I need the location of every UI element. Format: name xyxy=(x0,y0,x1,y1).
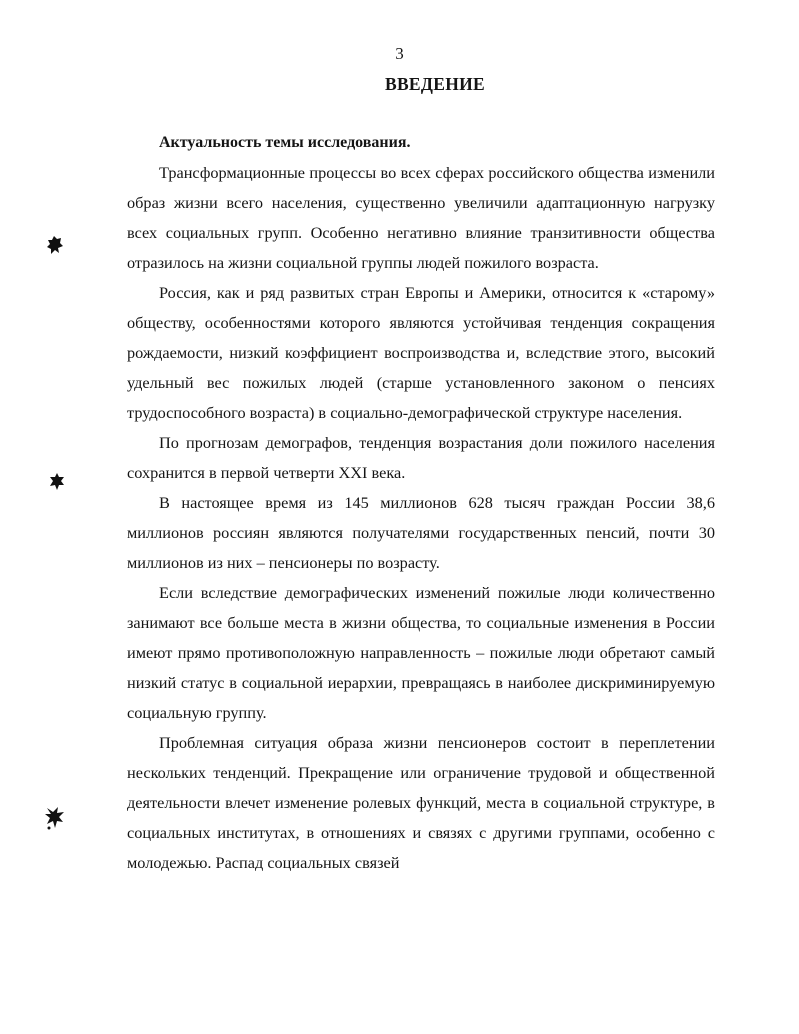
ink-blot-bottom xyxy=(44,806,62,824)
page-number: 3 xyxy=(395,44,404,63)
ink-blot-top xyxy=(46,234,64,252)
paragraph-6: Проблемная ситуация образа жизни пенсионеров состоит в переплетении нескольких тенденций. Прекращение или ограничение трудовой и общественной деятельности влечет изменение ролевых функций, места в социальной структуре, в социальных институтах, в отношениях и связях с другими группами, особенно с молодежью. Распад социальных связей xyxy=(127,733,715,872)
document-body xyxy=(127,128,715,878)
paragraph-3: По прогнозам демографов, тенденция возрастания доли пожилого населения сохранится в первой четверти XXI века. xyxy=(127,433,715,482)
paragraph-4: В настоящее время из 145 миллионов 628 тысяч граждан России 38,6 миллионов россиян являются получателями государственных пенсий, почти 30 миллионов из них – пенсионеры по возрасту. xyxy=(127,493,715,572)
page-title: ВВЕДЕНИЕ xyxy=(384,74,486,94)
paragraph-1: Трансформационные процессы во всех сферах российского общества изменили образ жизни всего населения, существенно увеличили адаптационную нагрузку всех социальных групп. Особенно негативно влияние транзитивности общества отразилось на жизни социальной группы людей пожилого возраста. xyxy=(127,163,715,272)
paragraph-2: Россия, как и ряд развитых стран Европы и Америки, относится к «старому» обществу, особенностями которого являются устойчивая тенденция сокращения рождаемости, низкий коэффициент воспроизводства и, вследствие этого, высокий удельный вес пожилых людей (старше установленного законом о пенсиях трудоспособного возраста) в социально-демографической структуре населения. xyxy=(127,283,715,422)
ink-blot-middle xyxy=(48,472,66,490)
paragraph-5: Если вследствие демографических изменений пожилые люди количественно занимают все больше места в жизни общества, то социальные изменения в России имеют прямо противоположную направленность – пожилые люди обретают самый низкий статус в социальной иерархии, превращаясь в наиболее дискриминируемую социальную группу. xyxy=(127,583,715,722)
section-subheading: Актуальность темы исследования. xyxy=(159,134,411,151)
